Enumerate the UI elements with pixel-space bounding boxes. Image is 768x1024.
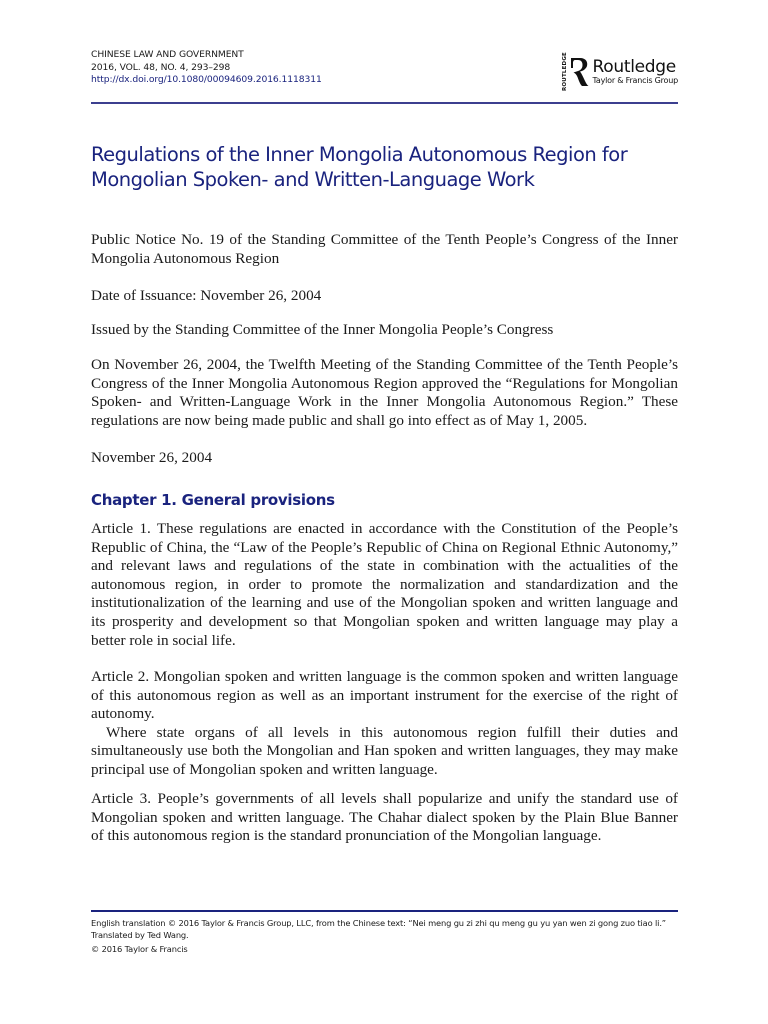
- article-paragraph: Article 1. These regulations are enacted in accordance with the Constitution of the People’s Republic of China, the “Law of the People’s Republic of China on Regional Ethnic Autonomy,” and relevant laws and regulations of the state in combination with the actualities of the autonomous region, in order to promote the normalization and standardization and the institutionalization of the learning and use of the Mongolian spoken and written language and its prosperity and development so that Mongolian spoken and written language may play a better role in social life.: [91, 520, 678, 649]
- chapter-heading: Chapter 1. General provisions: [91, 491, 335, 509]
- approval-block: [91, 356, 678, 430]
- journal-name: CHINESE LAW AND GOVERNMENT: [91, 49, 244, 60]
- issued-by: Issued by the Standing Committee of the Inner Mongolia People’s Congress: [91, 321, 554, 338]
- logo-brand: Routledge: [592, 57, 676, 77]
- date-of-issuance: Date of Issuance: November 26, 2004: [91, 287, 322, 304]
- article-1: [91, 520, 678, 650]
- publisher-logo: [562, 52, 679, 92]
- journal-header: [91, 49, 678, 101]
- article-paragraph: Article 3. People’s governments of all levels shall popularize and unify the standard use of Mongolian spoken and written language. The Chahar dialect spoken by the Plain Blue Banner of this autonomous region is the standard pronunciation of the Mongolian language.: [91, 790, 678, 845]
- article-paragraph: Where state organs of all levels in this autonomous region fulfill their duties and simultaneously use both the Mongolian and Han spoken and written languages, they may make principal use of Mongolian spoken and written language.: [91, 723, 678, 778]
- routledge-r-logo-icon: [569, 57, 589, 87]
- public-notice: Public Notice No. 19 of the Standing Committee of the Tenth People’s Congress of the Inner Mongolia Autonomous Region: [91, 231, 678, 267]
- signature-date-block: [91, 449, 678, 468]
- doi-link[interactable]: http://dx.doi.org/10.1080/00094609.2016.1118311: [91, 74, 322, 85]
- copyright-notice: © 2016 Taylor & Francis: [91, 944, 188, 955]
- logo-subtitle: Taylor & Francis Group: [592, 76, 678, 85]
- article-2: [91, 668, 678, 780]
- signature-date: November 26, 2004: [91, 449, 213, 466]
- approval-paragraph: On November 26, 2004, the Twelfth Meeting of the Standing Committee of the Tenth People’s Congress of the Inner Mongolia Autonomous Region approved the “Regulations for Mongolian Spoken- and Written-Language Work in the Inner Mongolia Autonomous Region.” These regulations are now being made public and shall go into effect as of May 1, 2005.: [91, 356, 678, 429]
- translation-note: English translation © 2016 Taylor & Francis Group, LLC, from the Chinese text: “Nei meng gu zi zhi qu meng gu yu yan wen zi gong zuo tiao li.” Translated by Ted Wang.: [91, 918, 666, 941]
- footnote-divider: [91, 910, 678, 912]
- issued-by-block: [91, 321, 678, 340]
- article-paragraph: Article 2. Mongolian spoken and written language is the common spoken and written language of this autonomous region as well as an important instrument for the exercise of the right of autonomy.: [91, 668, 678, 723]
- issuance-date-block: [91, 287, 678, 306]
- public-notice-block: [91, 231, 678, 268]
- article-3: [91, 790, 678, 846]
- article-title: Regulations of the Inner Mongolia Autonomous Region for Mongolian Spoken- and Written-Language Work: [91, 143, 628, 191]
- header-divider: [91, 102, 678, 104]
- logo-vertical-text: ROUTLEDGE: [561, 52, 568, 92]
- footnote: [91, 917, 691, 956]
- journal-citation: 2016, VOL. 48, NO. 4, 293–298: [91, 61, 231, 73]
